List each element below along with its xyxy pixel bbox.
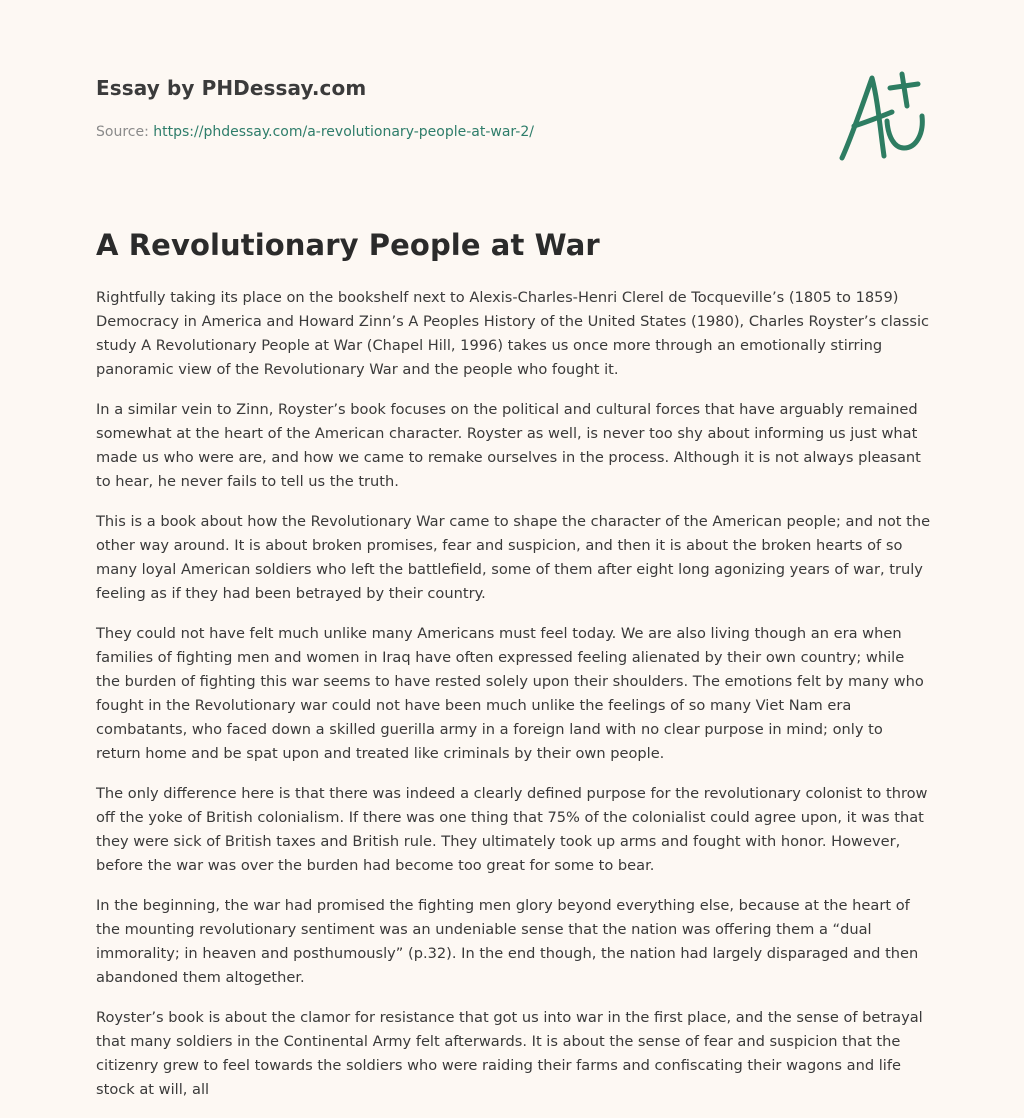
paragraph: Royster’s book is about the clamor for resistance that got us into war in the first place, and the sense of betrayal that many soldiers in the Continental Army felt afterwards. It is about the sense of fear and suspicion that the citizenry grew to feel towards the soldiers who were raiding their farms and confiscating their wagons and life stock at will, all <box>96 1009 923 1098</box>
article-title: A Revolutionary People at War <box>96 228 600 262</box>
article-body <box>96 286 932 1118</box>
source-link[interactable]: https://phdessay.com/a-revolutionary-people-at-war-2/ <box>153 124 534 140</box>
paragraph: In the beginning, the war had promised the fighting men glory beyond everything else, because at the heart of the mounting revolutionary sentiment was an undeniable sense that the nation was offering them a “dual immorality; in heaven and posthumously” (p.32). In the end though, the nation had largely disparaged and then abandoned them altogether. <box>96 897 919 986</box>
a-plus-logo-icon <box>832 66 932 166</box>
paragraph: Rightfully taking its place on the bookshelf next to Alexis-Charles-Henri Clerel de Tocqueville’s (1805 to 1859) Democracy in America and Howard Zinn’s A Peoples History of the United States (1980), Charles Royster’s classic study A Revolutionary People at War (Chapel Hill, 1996) takes us once more through an emotionally stirring panoramic view of the Revolutionary War and the people who fought it. <box>96 289 930 378</box>
source-line <box>96 124 534 140</box>
brand-title: Essay by PHDessay.com <box>96 76 367 100</box>
header <box>96 0 928 180</box>
source-label: Source: <box>96 124 149 140</box>
paragraph: The only difference here is that there was indeed a clearly defined purpose for the revolutionary colonist to throw off the yoke of British colonialism. If there was one thing that 75% of the colonialist could agree upon, it was that they were sick of British taxes and British rule. They ultimately took up arms and fought with honor. However, before the war was over the burden had become too great for some to bear. <box>96 785 928 874</box>
paragraph: This is a book about how the Revolutionary War came to shape the character of the American people; and not the other way around. It is about broken promises, fear and suspicion, and then it is about the broken hearts of so many loyal American soldiers who left the battlefield, some of them after eight long agonizing years of war, truly feeling as if they had been betrayed by their country. <box>96 513 931 602</box>
paragraph: They could not have felt much unlike many Americans must feel today. We are also living though an era when families of fighting men and women in Iraq have often expressed feeling alienated by their own country; while the burden of fighting this war seems to have rested solely upon their shoulders. The emotions felt by many who fought in the Revolutionary war could not have been much unlike the feelings of so many Viet Nam era combatants, who faced down a skilled guerilla army in a foreign land with no clear purpose in mind; only to return home and be spat upon and treated like criminals by their own people. <box>96 625 924 762</box>
paragraph: In a similar vein to Zinn, Royster’s book focuses on the political and cultural forces that have arguably remained somewhat at the heart of the American character. Royster as well, is never too shy about informing us just what made us who were are, and how we came to remake ourselves in the process. Although it is not always pleasant to hear, he never fails to tell us the truth. <box>96 401 921 490</box>
